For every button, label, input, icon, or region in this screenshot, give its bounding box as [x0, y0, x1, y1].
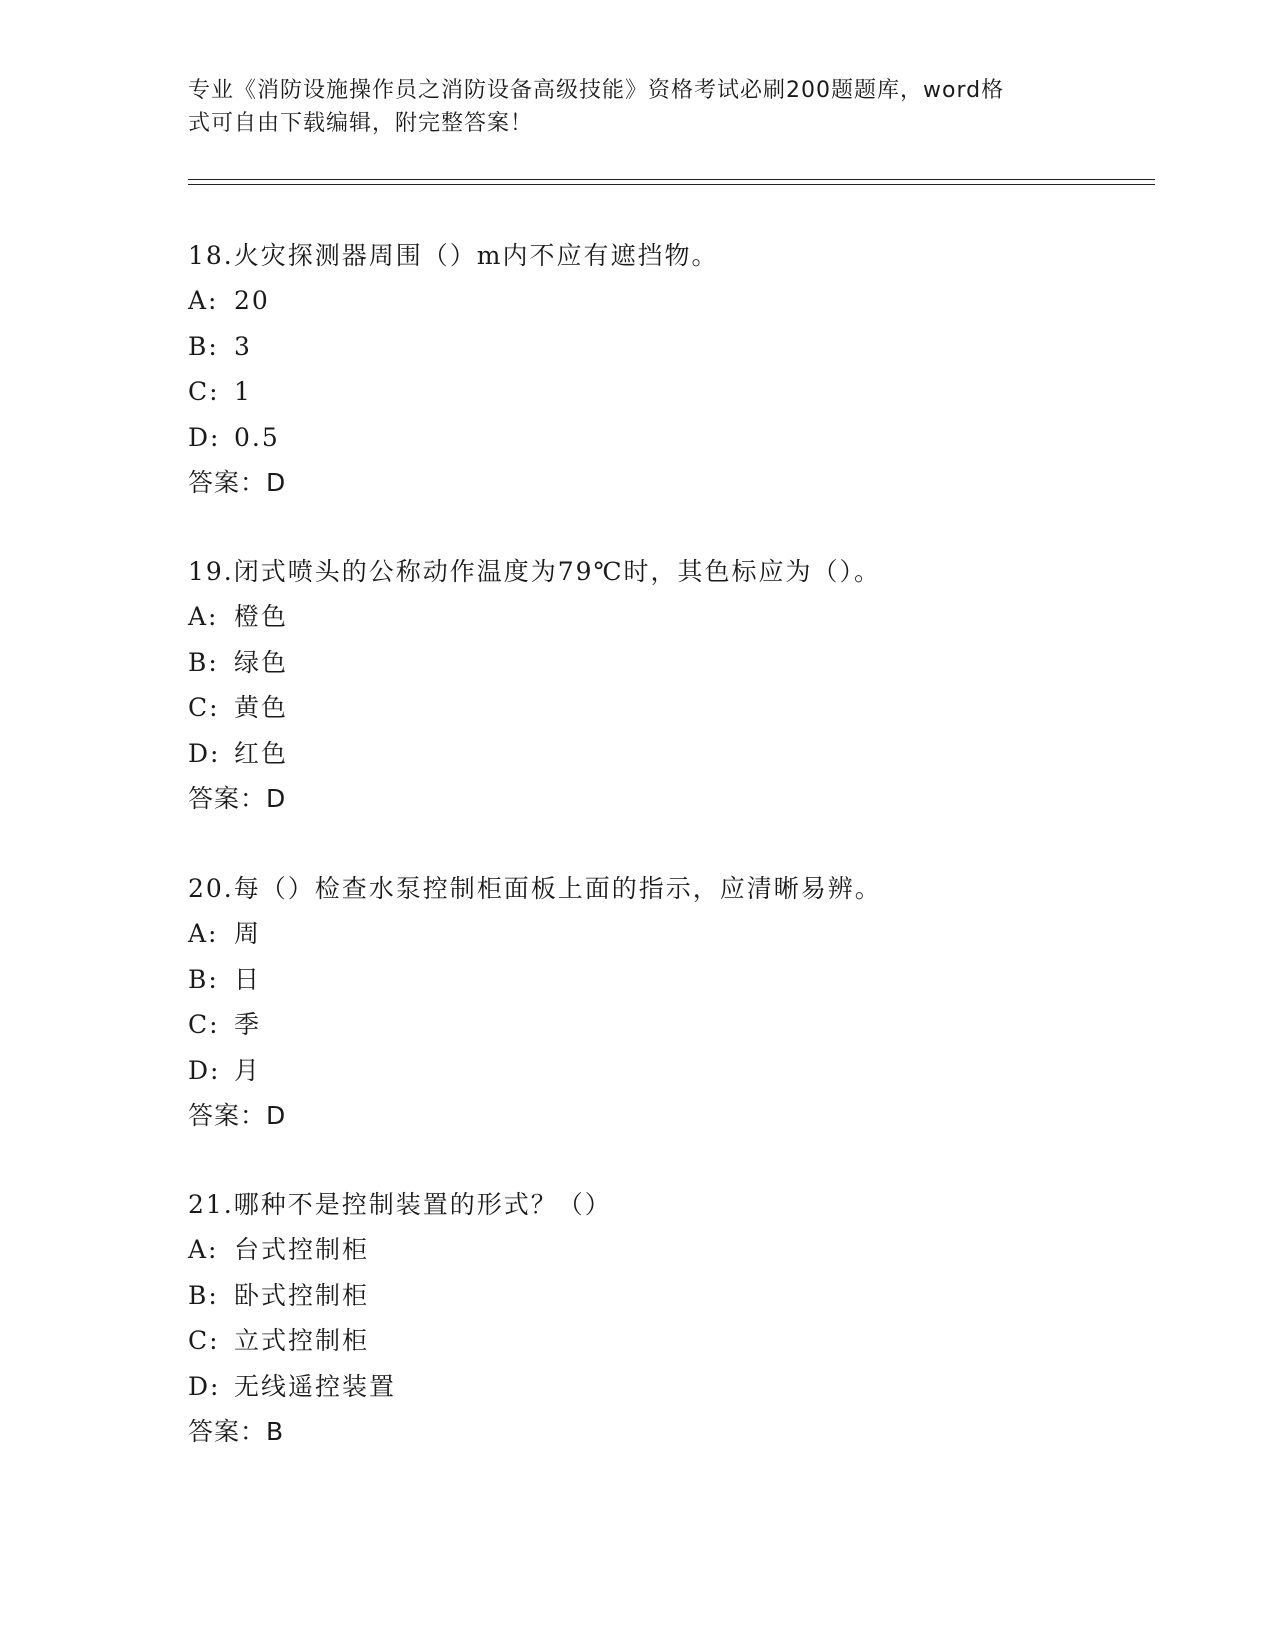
- option-key: C:: [188, 1326, 220, 1355]
- option-key: D:: [188, 422, 221, 452]
- option-b: [188, 957, 1148, 1003]
- question-block: [188, 1182, 1148, 1454]
- option-b: [188, 324, 1148, 370]
- option-key: D:: [188, 1371, 221, 1401]
- option-text: 20: [234, 286, 270, 315]
- option-b: [188, 1273, 1148, 1319]
- option-text: 立式控制柜: [234, 1326, 370, 1355]
- header-divider-bottom: [188, 184, 1155, 185]
- option-text: 黄色: [234, 693, 289, 722]
- option-text: 1: [234, 377, 252, 406]
- option-key: B:: [188, 647, 219, 677]
- option-a: [188, 911, 1148, 957]
- option-key: B:: [188, 331, 219, 361]
- option-key: D:: [188, 1055, 221, 1085]
- option-key: C:: [188, 377, 220, 406]
- header-divider-top: [188, 179, 1155, 180]
- option-key: D:: [188, 738, 221, 768]
- option-key: A:: [188, 919, 219, 948]
- answer-line: 答案：B: [188, 1417, 285, 1446]
- option-text: 台式控制柜: [234, 1235, 370, 1264]
- option-c: [188, 1318, 1148, 1364]
- option-text: 日: [234, 964, 262, 994]
- option-key: B:: [188, 964, 219, 994]
- option-text: 绿色: [234, 647, 289, 677]
- question-stem: 21.哪种不是控制装置的形式？（）: [188, 1190, 612, 1219]
- question-block: [188, 866, 1148, 1138]
- option-text: 月: [234, 1055, 262, 1085]
- option-key: B:: [188, 1280, 219, 1310]
- option-text: 周: [234, 919, 262, 948]
- option-d: [188, 1364, 1148, 1410]
- option-b: [188, 640, 1148, 686]
- option-key: C:: [188, 693, 220, 722]
- answer-line: 答案：D: [188, 784, 287, 813]
- option-c: [188, 685, 1148, 731]
- option-text: 季: [234, 1010, 262, 1039]
- question-block: [188, 549, 1148, 821]
- header-line-2: 式可自由下载编辑，附完整答案！: [188, 111, 534, 136]
- document-header: [188, 74, 1078, 140]
- header-line-1: 专业《消防设施操作员之消防设备高级技能》资格考试必刷200题题库，word格: [188, 78, 1005, 103]
- option-text: 无线遥控装置: [234, 1371, 397, 1401]
- option-text: 红色: [234, 738, 289, 768]
- option-key: A:: [188, 286, 219, 315]
- option-d: [188, 1048, 1148, 1094]
- option-text: 橙色: [234, 602, 289, 631]
- option-a: [188, 1227, 1148, 1273]
- answer-line: 答案：D: [188, 1101, 287, 1130]
- option-text: 0.5: [234, 422, 280, 452]
- option-c: [188, 1002, 1148, 1048]
- option-text: 3: [234, 331, 252, 361]
- option-a: [188, 278, 1148, 324]
- option-key: A:: [188, 1235, 219, 1264]
- question-stem: 19.闭式喷头的公称动作温度为79℃时，其色标应为（）。: [188, 557, 882, 586]
- option-key: A:: [188, 602, 219, 631]
- option-a: [188, 594, 1148, 640]
- answer-line: 答案：D: [188, 468, 287, 497]
- option-text: 卧式控制柜: [234, 1280, 370, 1310]
- option-d: [188, 731, 1148, 777]
- question-block: [188, 233, 1148, 505]
- option-d: [188, 415, 1148, 461]
- question-stem: 18.火灾探测器周围（）m内不应有遮挡物。: [188, 241, 719, 270]
- option-c: [188, 369, 1148, 415]
- option-key: C:: [188, 1010, 220, 1039]
- question-stem: 20.每（）检查水泵控制柜面板上面的指示，应清晰易辨。: [188, 874, 882, 903]
